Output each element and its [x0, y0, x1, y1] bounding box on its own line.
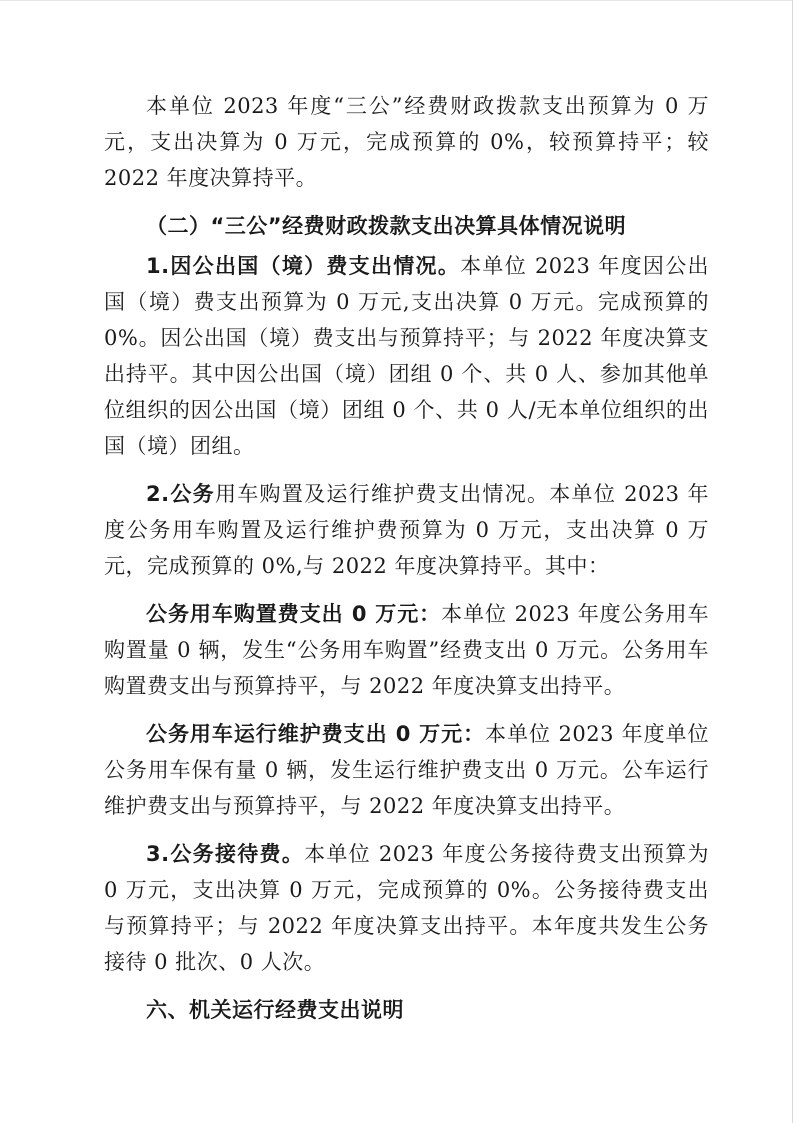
document-page — [104, 88, 709, 1040]
paragraph-vehicle-maintenance — [104, 716, 709, 824]
vehicle-maintenance-body: 本单位 2023 年度单位公务用车保有量 0 辆，发生运行维护费支出 0 万元。公车运行维护费支出与预算持平，与 2022 年度决算支出持平。 — [104, 722, 709, 818]
overseas-body: 本单位 2023 年度因公出国（境）费支出预算为 0 万元,支出决算 0 万元。完成预算的 0%。因公出国（境）费支出与预算持平；与 2022 年度决算支出持平。其中因公出国（境）团组 0 个、共 0 人、参加其他单位组织的因公出国（境）团组 0 个、共 0 人/无本单位组织的出国（境）团组。 — [104, 254, 710, 458]
vehicle-purchase-body: 本单位 2023 年度公务用车购置量 0 辆，发生“公务用车购置”经费支出 0 万元。公务用车购置费支出与预算持平，与 2022 年度决算支出持平。 — [104, 602, 710, 698]
reception-lead: 3.公务接待费。 — [146, 842, 305, 866]
page-edge-top — [0, 0, 793, 1]
vehicle-purchase-lead: 公务用车购置费支出 0 万元： — [146, 602, 442, 626]
paragraph-reception — [104, 836, 709, 980]
vehicles-body: 用车购置及运行维护费支出情况。本单位 2023 年度公务用车购置及运行维护费预算为 0 万元，支出决算 0 万元，完成预算的 0%,与 2022 年度决算持平。其中： — [104, 482, 709, 578]
section-heading-operating-costs: 六、机关运行经费支出说明 — [146, 998, 404, 1022]
vehicle-maintenance-lead: 公务用车运行维护费支出 0 万元： — [146, 722, 486, 746]
vehicles-lead: 2.公务 — [146, 482, 215, 506]
overseas-lead: 1.因公出国（境）费支出情况。 — [146, 254, 461, 278]
paragraph-summary: 本单位 2023 年度“三公”经费财政拨款支出预算为 0 万元，支出决算为 0 万元，完成预算的 0%，较预算持平；较 2022 年度决算持平。 — [104, 94, 709, 190]
reception-body: 本单位 2023 年度公务接待费支出预算为 0 万元，支出决算 0 万元，完成预算的 0%。公务接待费支出与预算持平；与 2022 年度决算支出持平。本年度共发生公务接待 0 批次、0 人次。 — [104, 842, 709, 974]
paragraph-overseas — [104, 248, 709, 464]
section-heading-three-public: （二）“三公”经费财政拨款支出决算具体情况说明 — [146, 214, 627, 238]
paragraph-vehicle-purchase — [104, 596, 709, 704]
paragraph-vehicles — [104, 476, 709, 584]
